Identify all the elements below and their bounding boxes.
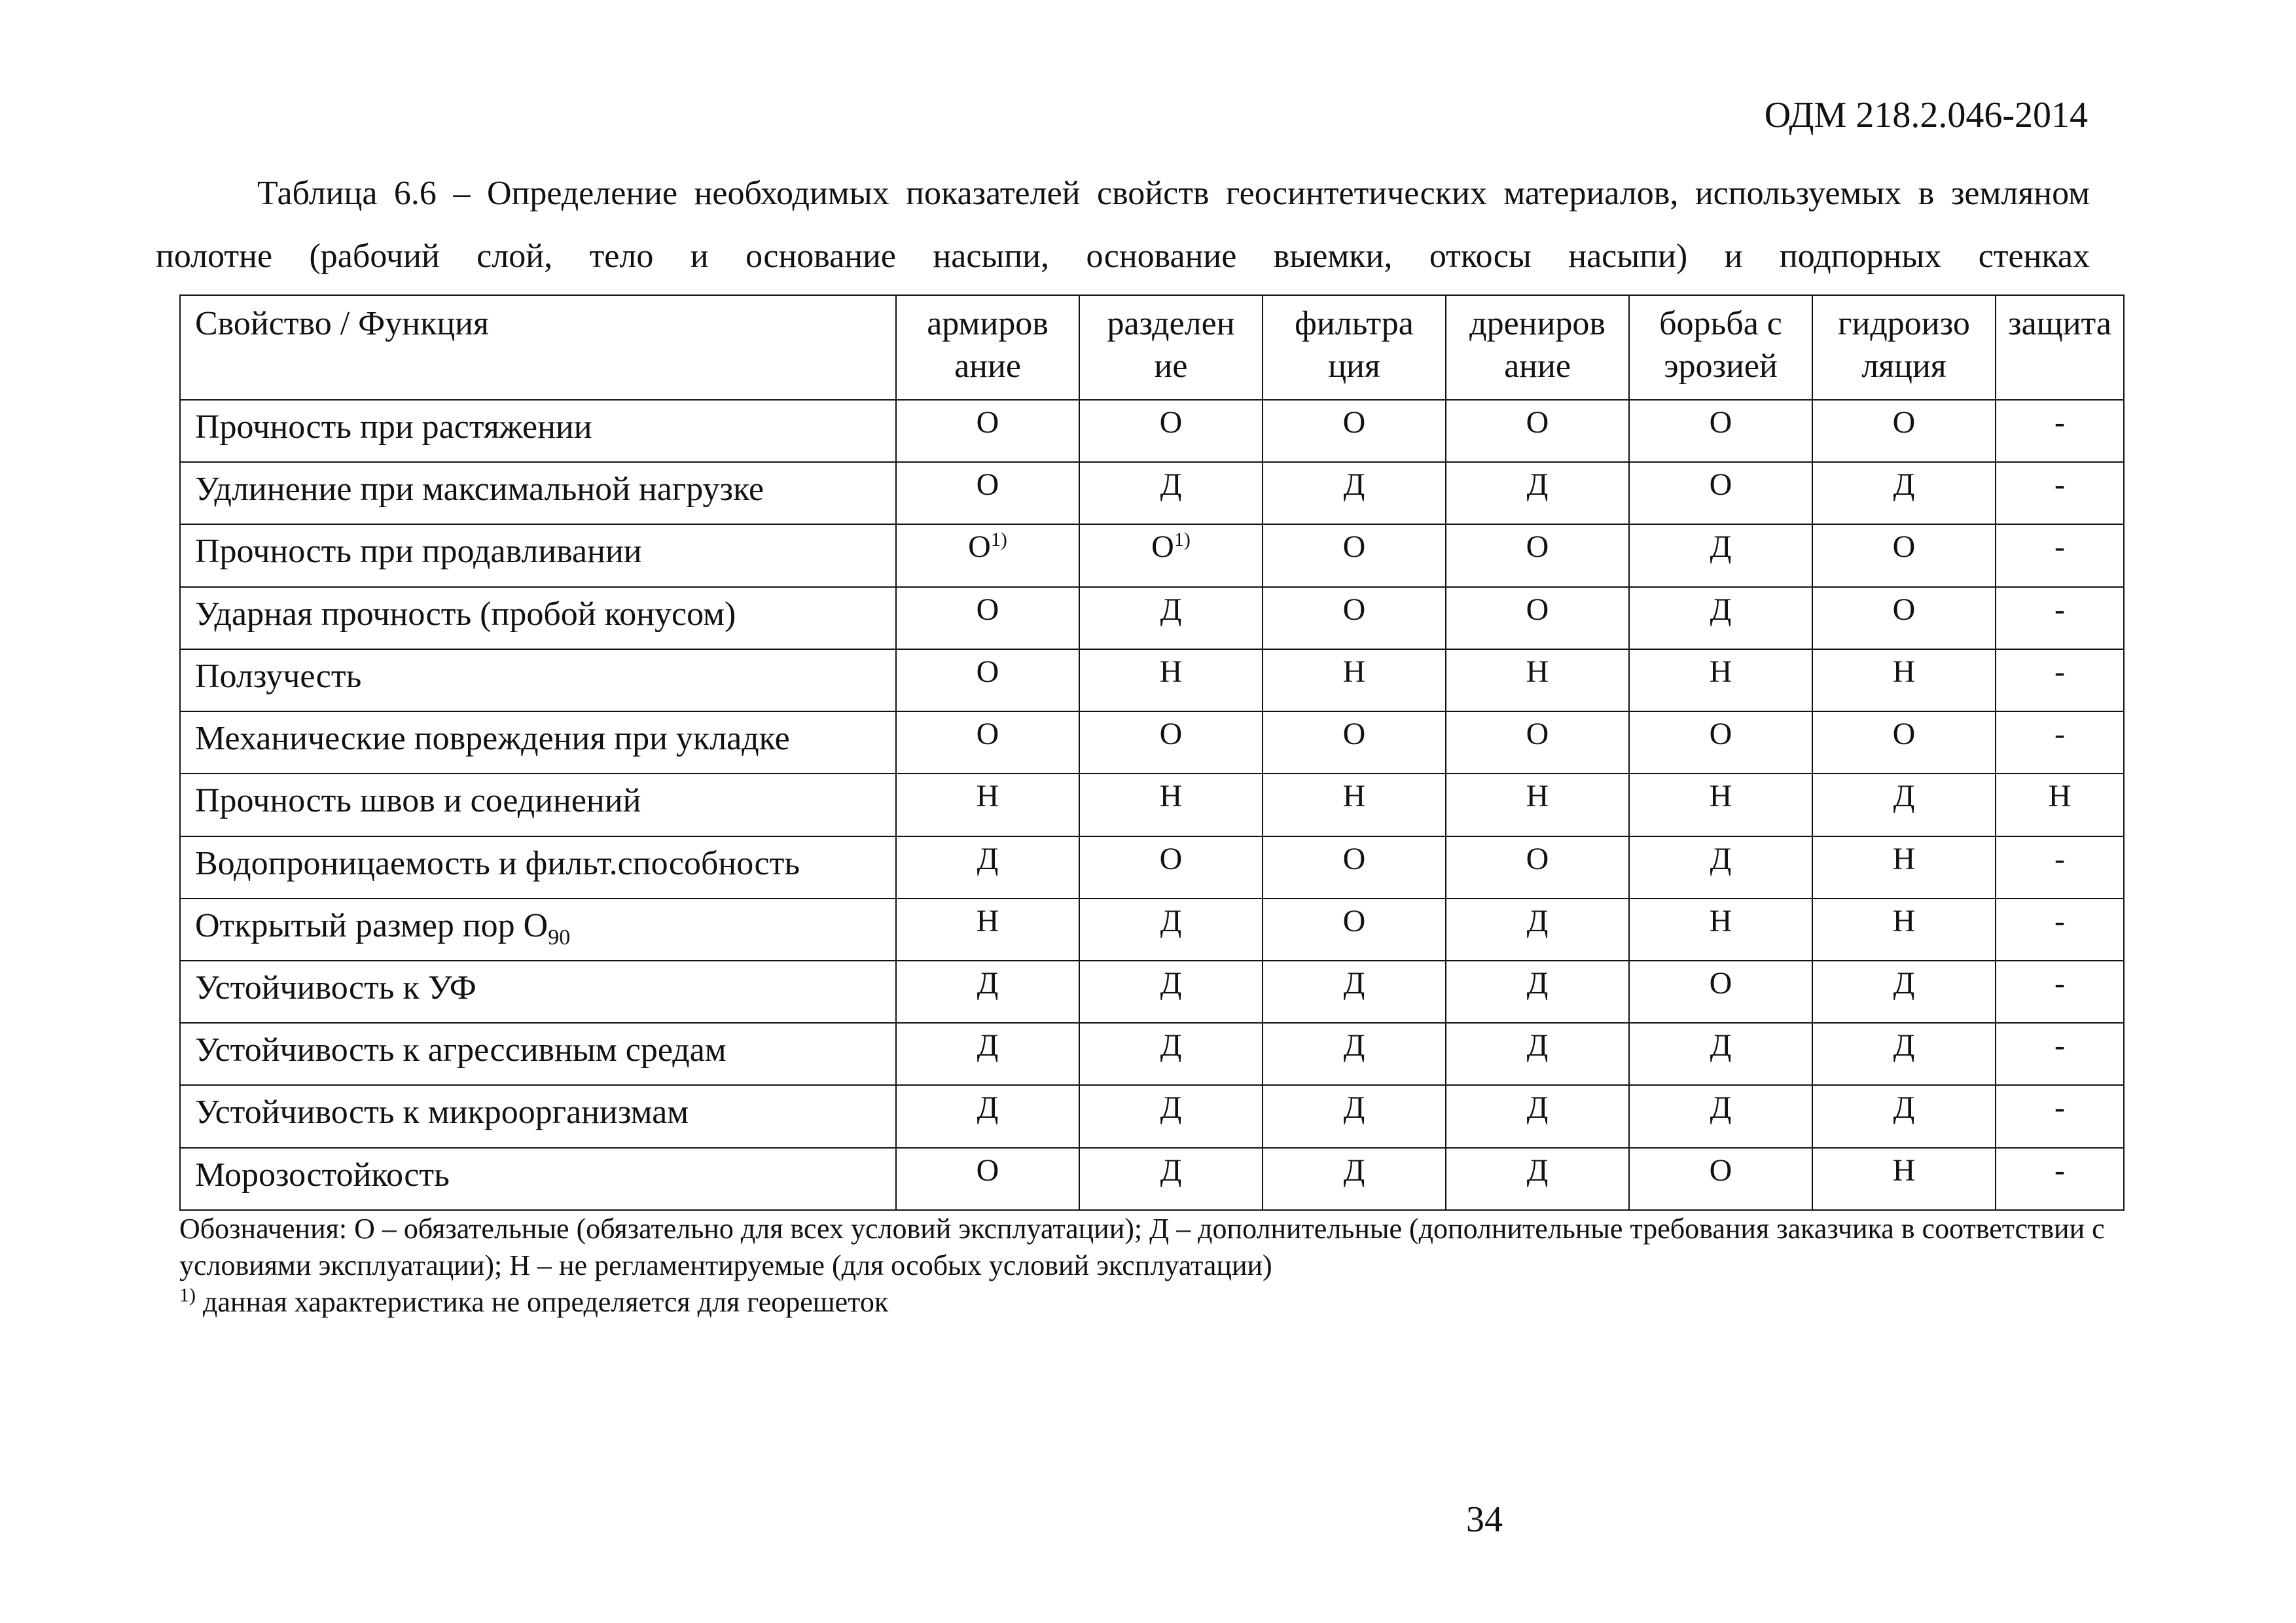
- table-cell: Д: [1079, 899, 1263, 961]
- table-cell: О: [1079, 836, 1263, 899]
- table-row: [180, 649, 2124, 711]
- table-cell: -: [1996, 587, 2124, 649]
- table-cell: -: [1996, 1085, 2124, 1147]
- table-cell: Д: [1079, 587, 1263, 649]
- subscript: 90: [548, 925, 571, 950]
- table-cell: Д: [1446, 1148, 1629, 1210]
- table-cell: Д: [896, 1085, 1079, 1147]
- table-row: [180, 1085, 2124, 1147]
- property-name: Устойчивость к УФ: [180, 961, 896, 1023]
- table-cell: Д: [1079, 462, 1263, 524]
- table-cell: -: [1996, 649, 2124, 711]
- table-cell: О: [1812, 400, 1996, 462]
- table-cell: Д: [1629, 524, 1812, 586]
- table-cell: Д: [1446, 1085, 1629, 1147]
- property-name: Открытый размер пор $О_{90}$: [180, 899, 896, 961]
- header-row: [180, 295, 2124, 400]
- table-cell: -: [1996, 961, 2124, 1023]
- table-cell: О: [1263, 899, 1446, 961]
- table-cell: Н: [1629, 899, 1812, 961]
- table-cell: Н: [896, 899, 1079, 961]
- property-name: Морозостойкость: [180, 1148, 896, 1210]
- table-cell: $О^{1)}$: [1079, 524, 1263, 586]
- table-cell: Д: [1263, 961, 1446, 1023]
- table-row: [180, 961, 2124, 1023]
- table-cell: Д: [1079, 1023, 1263, 1085]
- table-cell: Д: [1812, 961, 1996, 1023]
- table-cell: О: [1812, 711, 1996, 774]
- table-cell: Д: [1812, 774, 1996, 836]
- table-cell: Д: [1446, 1023, 1629, 1085]
- footnote-mark: 1): [1174, 529, 1191, 551]
- table-cell: Д: [1629, 836, 1812, 899]
- table-cell: Д: [1812, 1023, 1996, 1085]
- property-name: Водопроницаемость и фильт.способность: [180, 836, 896, 899]
- table-cell: О: [1079, 711, 1263, 774]
- property-name: Ударная прочность (пробой конусом): [180, 587, 896, 649]
- document-code: ОДМ 218.2.046-2014: [1764, 95, 2088, 135]
- table-body: [180, 400, 2124, 1210]
- table-cell: Д: [1079, 961, 1263, 1023]
- table-row: [180, 1023, 2124, 1085]
- property-name: Устойчивость к агрессивным средам: [180, 1023, 896, 1085]
- legend-note: Обозначения: О – обязательные (обязательно для всех условий эксплуатации); Д – дополнительные (дополнительные требования заказчика в соответствии с условиями эксплуатации); Н – не регламентируемые (для особых условий эксплуатации): [179, 1213, 2105, 1281]
- table-cell: Н: [1446, 649, 1629, 711]
- table-cell: О: [1263, 524, 1446, 586]
- table-cell: О: [1812, 587, 1996, 649]
- table-cell: О: [1446, 587, 1629, 649]
- table-cell: Д: [1079, 1085, 1263, 1147]
- table-cell: -: [1996, 524, 2124, 586]
- table-cell: Д: [896, 836, 1079, 899]
- table-cell: Н: [1446, 774, 1629, 836]
- table-cell: О: [1263, 836, 1446, 899]
- table-cell: Д: [1446, 961, 1629, 1023]
- footnote-mark: 1): [179, 1284, 196, 1306]
- corner-header: Свойство / Функция: [180, 295, 896, 400]
- column-header: гидроизо ляция: [1812, 295, 1996, 400]
- table-cell: -: [1996, 400, 2124, 462]
- table-cell: О: [1446, 836, 1629, 899]
- table-cell: Н: [1812, 649, 1996, 711]
- table-cell: О: [1079, 400, 1263, 462]
- table-cell: $О^{1)}$: [896, 524, 1079, 586]
- table-cell: О: [896, 649, 1079, 711]
- table-cell: Н: [1812, 899, 1996, 961]
- table-row: [180, 774, 2124, 836]
- table-row: [180, 524, 2124, 586]
- table-row: [180, 587, 2124, 649]
- property-name: Механические повреждения при укладке: [180, 711, 896, 774]
- table-cell: Д: [1629, 1085, 1812, 1147]
- column-header: защита: [1996, 295, 2124, 400]
- table-cell: О: [1446, 524, 1629, 586]
- table-cell: Н: [1996, 774, 2124, 836]
- table-cell: Н: [1812, 1148, 1996, 1210]
- table-row: [180, 462, 2124, 524]
- table-cell: О: [1263, 711, 1446, 774]
- table-row: [180, 400, 2124, 462]
- table-cell: Н: [1812, 836, 1996, 899]
- table-row: [180, 1148, 2124, 1210]
- properties-table: [179, 294, 2125, 1211]
- table-row: [180, 711, 2124, 774]
- table-cell: Д: [1079, 1148, 1263, 1210]
- table-cell: Н: [1263, 774, 1446, 836]
- property-name: Устойчивость к микроорганизмам: [180, 1085, 896, 1147]
- table-cell: О: [896, 711, 1079, 774]
- column-header: дрениров ание: [1446, 295, 1629, 400]
- table-cell: -: [1996, 899, 2124, 961]
- column-header: разделен ие: [1079, 295, 1263, 400]
- column-header: армиров ание: [896, 295, 1079, 400]
- table-cell: О: [1629, 961, 1812, 1023]
- column-header: борьба с эрозией: [1629, 295, 1812, 400]
- table-cell: Д: [1629, 1023, 1812, 1085]
- table-cell: Д: [1812, 462, 1996, 524]
- table-cell: -: [1996, 1023, 2124, 1085]
- table-cell: Н: [1263, 649, 1446, 711]
- table-caption: Таблица 6.6 – Определение необходимых показателей свойств геосинтетических материалов, используемых в земляном полотне (рабочий слой, тело и основание насыпи, основание выемки, откосы насыпи) и подпорных стенках: [156, 175, 2090, 275]
- property-name: Прочность швов и соединений: [180, 774, 896, 836]
- footnote-text: данная характеристика не определяется для георешеток: [196, 1286, 889, 1318]
- property-name: Прочность при продавливании: [180, 524, 896, 586]
- table-cell: О: [1629, 711, 1812, 774]
- table-cell: Д: [1629, 587, 1812, 649]
- table-cell: Д: [1263, 1085, 1446, 1147]
- table-cell: О: [1446, 400, 1629, 462]
- table-cell: О: [1812, 524, 1996, 586]
- table-row: [180, 836, 2124, 899]
- property-name: Удлинение при максимальной нагрузке: [180, 462, 896, 524]
- table-cell: Д: [1446, 462, 1629, 524]
- table-cell: О: [896, 462, 1079, 524]
- table-cell: О: [1629, 1148, 1812, 1210]
- table-cell: О: [896, 587, 1079, 649]
- table-cell: О: [1629, 400, 1812, 462]
- property-name: Ползучесть: [180, 649, 896, 711]
- table-cell: -: [1996, 836, 2124, 899]
- table-cell: Д: [896, 961, 1079, 1023]
- table-cell: О: [896, 1148, 1079, 1210]
- property-name: Прочность при растяжении: [180, 400, 896, 462]
- table-cell: Н: [896, 774, 1079, 836]
- table-cell: О: [1263, 587, 1446, 649]
- table-cell: -: [1996, 462, 2124, 524]
- table-notes: [179, 1211, 2130, 1321]
- table-cell: Д: [1263, 1023, 1446, 1085]
- table-cell: Н: [1079, 649, 1263, 711]
- table-cell: Д: [1812, 1085, 1996, 1147]
- page-number: 34: [1466, 1499, 1503, 1540]
- table-cell: Н: [1629, 774, 1812, 836]
- table-cell: -: [1996, 1148, 2124, 1210]
- table-cell: О: [896, 400, 1079, 462]
- table-cell: Д: [896, 1023, 1079, 1085]
- footnote-mark: 1): [990, 529, 1007, 551]
- table-cell: -: [1996, 711, 2124, 774]
- table-cell: О: [1263, 400, 1446, 462]
- footnote: [179, 1284, 2130, 1321]
- table-cell: О: [1446, 711, 1629, 774]
- column-header: фильтра ция: [1263, 295, 1446, 400]
- table-cell: Д: [1263, 462, 1446, 524]
- table-cell: Д: [1263, 1148, 1446, 1210]
- table-cell: О: [1629, 462, 1812, 524]
- table-cell: Д: [1446, 899, 1629, 961]
- table-cell: Н: [1629, 649, 1812, 711]
- table-cell: Н: [1079, 774, 1263, 836]
- table-row: [180, 899, 2124, 961]
